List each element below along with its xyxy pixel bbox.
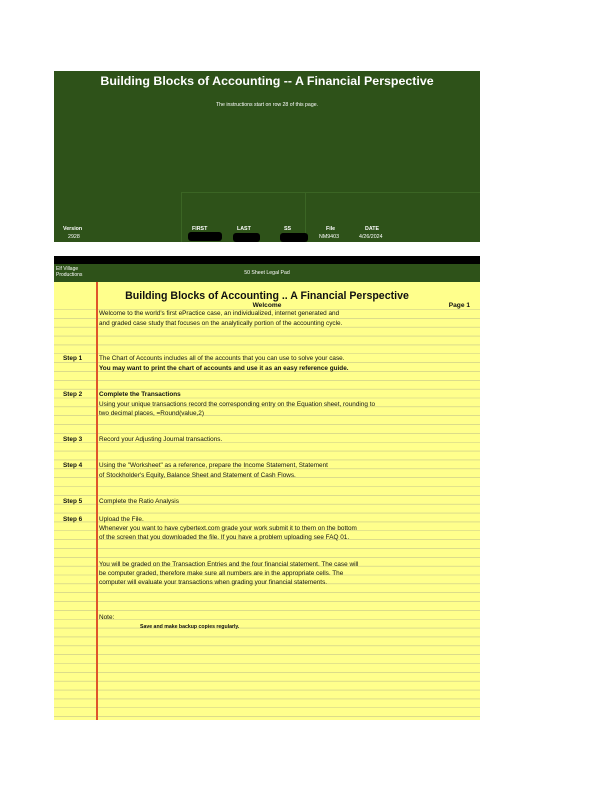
- ss-label: SS: [284, 226, 292, 232]
- step-text: You may want to print the chart of accounts and use it as an easy reference guide.: [99, 365, 349, 372]
- step-text: of Stockholder's Equity, Balance Sheet and Statement of Cash Flows.: [99, 472, 296, 479]
- version-value: 2928: [68, 234, 80, 240]
- first-label: FIRST: [192, 226, 208, 232]
- redacted-last-name: [233, 233, 260, 242]
- note-label: Note:: [99, 614, 115, 621]
- file-label: File: [326, 226, 336, 232]
- last-label: LAST: [237, 226, 251, 232]
- company-name: Elf Village Productions: [56, 266, 83, 278]
- step-text: Upload the File.: [99, 516, 144, 523]
- date-value: 4/26/2024: [359, 234, 383, 240]
- pad-header: [54, 264, 480, 282]
- margin-line: [96, 282, 98, 720]
- header-rule: [181, 192, 480, 193]
- step-text: Record your Adjusting Journal transactions.: [99, 436, 223, 443]
- step-label: Step 4: [63, 462, 83, 469]
- step-label: Step 6: [63, 516, 83, 523]
- grading-text: computer will evaluate your transactions when grading your financial statements.: [99, 579, 328, 586]
- intro-line: and graded case study that focuses on the analytically portion of the accounting cycle.: [99, 320, 343, 327]
- pad-label: 50 Sheet Legal Pad: [244, 270, 290, 276]
- step-text: Complete the Ratio Analysis: [99, 498, 179, 505]
- header-title: Building Blocks of Accounting -- A Financial Perspective: [100, 74, 434, 88]
- step-text: Whenever you want to have cybertext.com grade your work submit it to them on the bottom: [99, 525, 357, 532]
- page-number: Page 1: [448, 302, 470, 309]
- step-label: Step 2: [63, 391, 83, 398]
- step-label: Step 5: [63, 498, 83, 505]
- step-text: Using your unique transactions record the corresponding entry on the Equation sheet, rounding to: [99, 401, 376, 408]
- step-text: Complete the Transactions: [99, 391, 181, 398]
- note-text: Save and make backup copies regularly.: [140, 624, 240, 630]
- file-value: NM9403: [319, 234, 340, 240]
- case-header: [54, 71, 480, 242]
- grading-text: You will be graded on the Transaction Entries and the four financial statement. The case will: [99, 561, 359, 568]
- page-title: Building Blocks of Accounting .. A Financial Perspective: [125, 290, 409, 302]
- step-label: Step 3: [63, 436, 83, 443]
- step-label: Step 1: [63, 355, 83, 362]
- header-divider: [181, 192, 182, 242]
- step-text: two decimal places, =Round(value,2): [99, 410, 204, 417]
- version-label: Version: [63, 226, 83, 232]
- redacted-first-name: [188, 232, 222, 241]
- step-text: Using the "Worksheet" as a reference, prepare the Income Statement, Statement: [99, 462, 328, 469]
- redacted-ss: [280, 233, 308, 242]
- legal-pad: [54, 282, 480, 720]
- intro-line: Welcome to the world's first ePractice case, an individualized, internet generated and: [99, 310, 340, 317]
- date-label: DATE: [365, 226, 380, 232]
- header-instructions: The instructions start on row 28 of this page.: [215, 102, 319, 108]
- step-text: of the screen that you downloaded the file. If you have a problem uploading see FAQ 01.: [99, 534, 350, 541]
- separator-band: [54, 256, 480, 264]
- grading-text: be computer graded, therefore make sure all numbers are in the appropriate cells. The: [99, 570, 344, 577]
- page-subtitle: Welcome: [252, 302, 282, 309]
- step-text: The Chart of Accounts includes all of the accounts that you can use to solve your case.: [99, 355, 345, 362]
